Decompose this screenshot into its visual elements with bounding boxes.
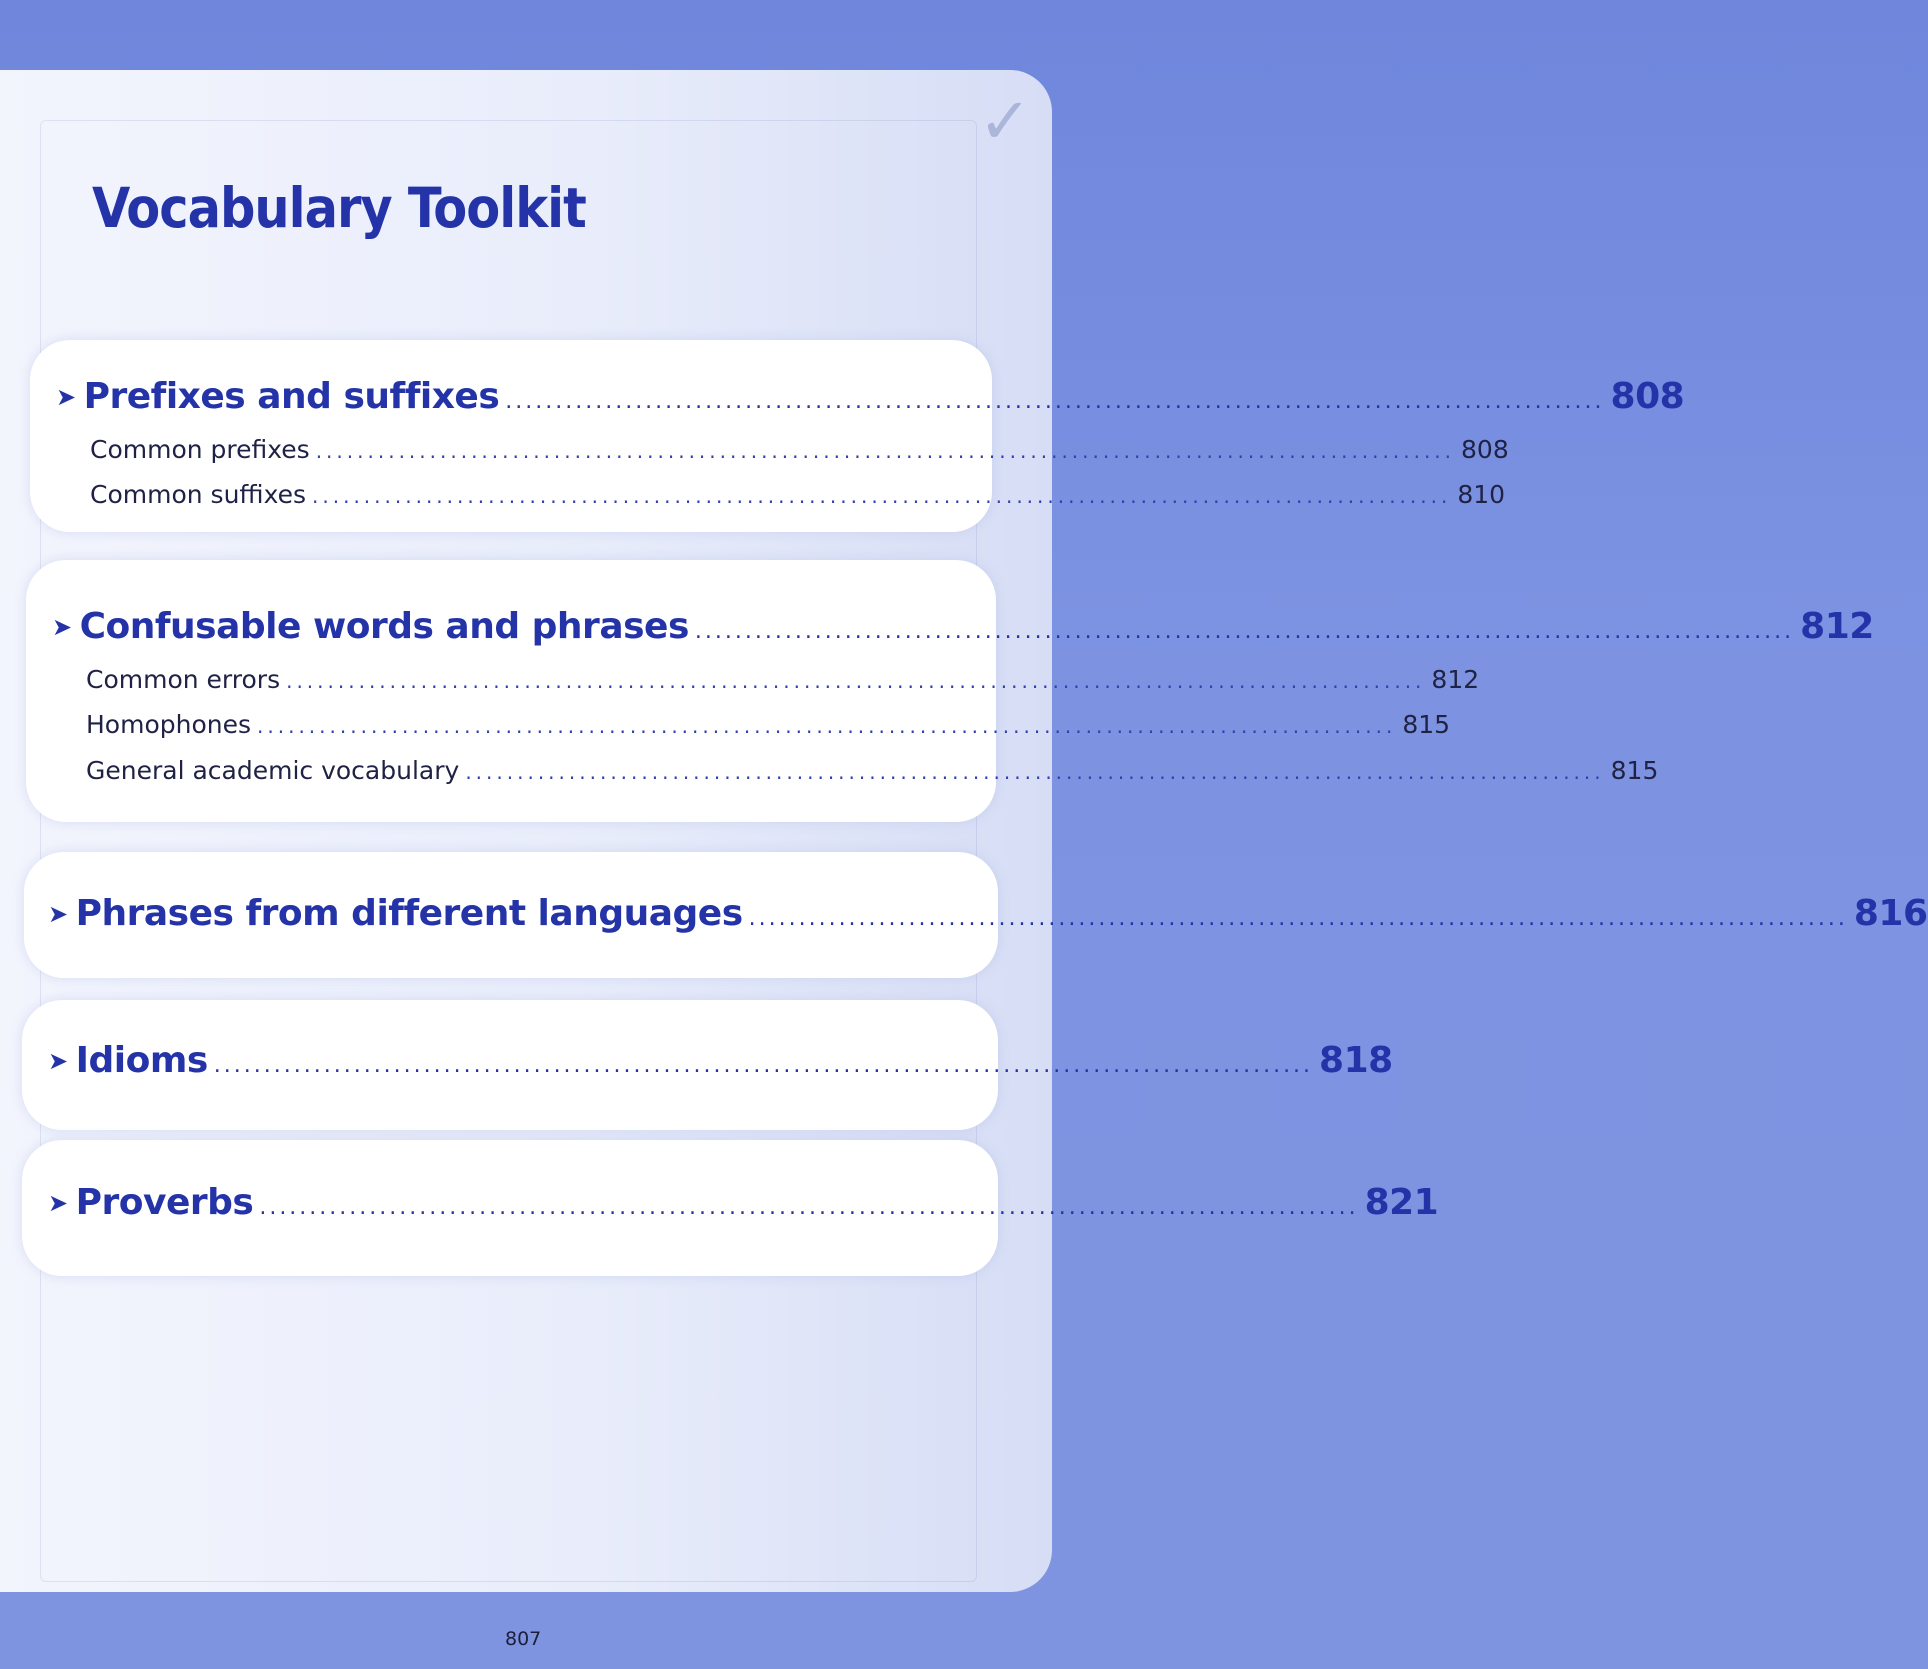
toc-subentry-page: 815 xyxy=(1402,710,1451,739)
page-title: Vocabulary Toolkit xyxy=(92,176,586,240)
page-number: 807 xyxy=(505,1628,542,1650)
leader-dots: .............................................................................................................. xyxy=(213,1053,1314,1078)
toc-subentry-common-suffixes[interactable] xyxy=(90,480,1506,509)
arrow-icon: ➤ xyxy=(48,1189,68,1217)
leader-dots: .............................................................................................................. xyxy=(257,714,1397,738)
toc-entry-page: 816 xyxy=(1853,893,1928,934)
leader-dots: .............................................................................................................. xyxy=(286,669,1426,693)
toc-entry-proverbs[interactable] xyxy=(48,1182,1439,1223)
toc-subentry-homophones[interactable] xyxy=(86,710,1451,739)
toc-entry-idioms[interactable] xyxy=(48,1040,1393,1081)
toc-subentry-label: Common prefixes xyxy=(90,435,310,464)
toc-subentry-page: 808 xyxy=(1461,435,1509,464)
toc-entry-label: Confusable words and phrases xyxy=(79,606,689,647)
toc-entry-phrases-languages[interactable] xyxy=(48,893,1928,934)
toc-entry-label: Proverbs xyxy=(75,1182,254,1223)
leader-dots: .............................................................................................................. xyxy=(259,1195,1359,1220)
toc-entry-label: Prefixes and suffixes xyxy=(83,376,500,417)
leader-dots: .............................................................................................................. xyxy=(505,389,1605,414)
toc-subentry-label: Common errors xyxy=(86,665,281,694)
toc-entry-page: 808 xyxy=(1610,376,1685,417)
toc-subentry-page: 810 xyxy=(1457,480,1506,509)
arrow-icon: ➤ xyxy=(52,613,72,641)
checkmark-icon: ✓ xyxy=(978,85,1032,159)
toc-subentry-common-prefixes[interactable] xyxy=(90,435,1509,464)
toc-entry-confusable-words[interactable] xyxy=(52,606,1874,647)
toc-subentry-label: Common suffixes xyxy=(90,480,307,509)
toc-entry-label: Idioms xyxy=(75,1040,208,1081)
leader-dots: .............................................................................................................. xyxy=(748,906,1848,931)
toc-entry-page: 821 xyxy=(1364,1182,1439,1223)
toc-entry-page: 812 xyxy=(1800,606,1874,647)
leader-dots: .............................................................................................................. xyxy=(312,484,1452,508)
toc-subentry-academic-vocabulary[interactable] xyxy=(86,756,1659,785)
leader-dots: .............................................................................................................. xyxy=(465,760,1605,784)
toc-entry-page: 818 xyxy=(1319,1040,1393,1081)
toc-subentry-page: 812 xyxy=(1431,665,1480,694)
arrow-icon: ➤ xyxy=(56,383,76,411)
toc-subentry-page: 815 xyxy=(1610,756,1659,785)
leader-dots: .............................................................................................................. xyxy=(315,439,1456,463)
toc-entry-prefixes-suffixes[interactable] xyxy=(56,376,1685,417)
arrow-icon: ➤ xyxy=(48,900,68,928)
toc-subentry-common-errors[interactable] xyxy=(86,665,1480,694)
arrow-icon: ➤ xyxy=(48,1047,68,1075)
toc-entry-label: Phrases from different languages xyxy=(75,893,743,934)
toc-subentry-label: General academic vocabulary xyxy=(86,756,460,785)
toc-subentry-label: Homophones xyxy=(86,710,252,739)
leader-dots: .............................................................................................................. xyxy=(694,619,1795,644)
